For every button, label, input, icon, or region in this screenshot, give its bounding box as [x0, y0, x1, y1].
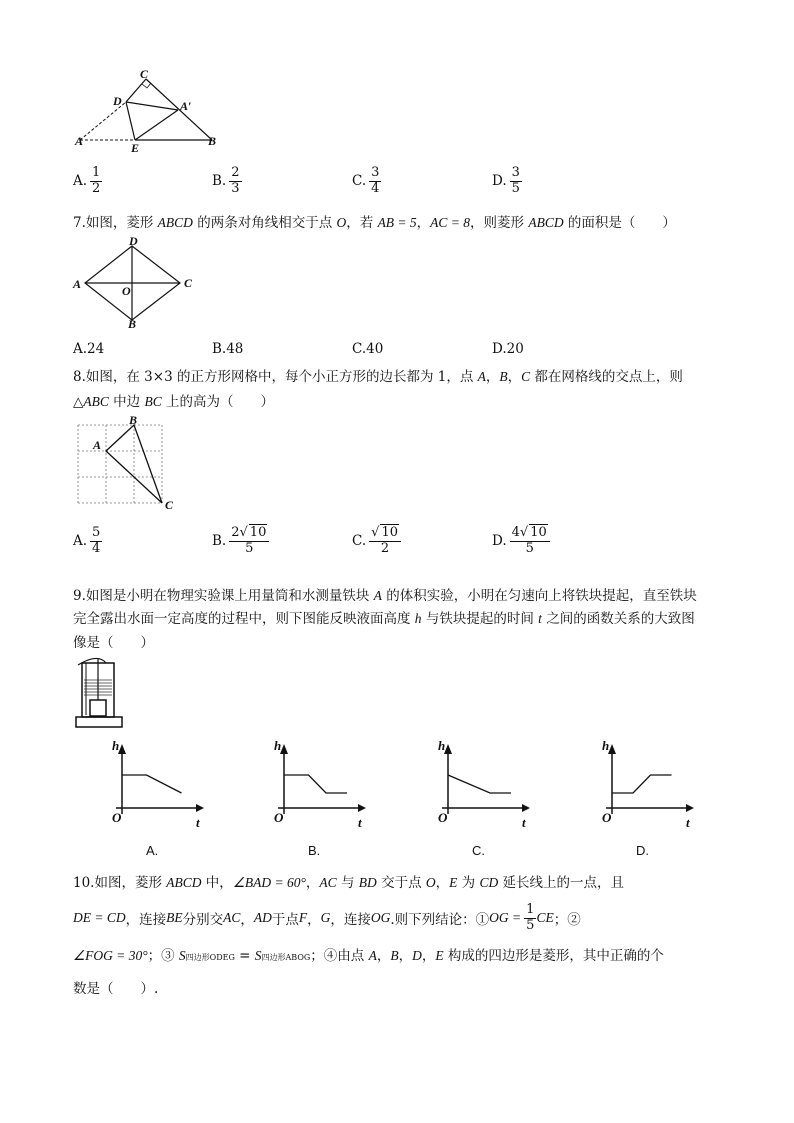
q9-graph-curve: [448, 775, 511, 793]
q6-label-a: A: [75, 134, 84, 148]
q8-option-letter: D.: [492, 533, 507, 550]
q8-option-fraction: $\frac{4√ 10}{5}$: [510, 526, 550, 557]
q7-option-a[interactable]: [73, 341, 104, 357]
q9-graph-label: C.: [472, 843, 485, 858]
q9-axis-t-label: t: [196, 815, 200, 830]
q7-label-d: D: [129, 234, 138, 248]
q6-label-c: C: [140, 67, 149, 81]
q9-graph-curve: [612, 775, 672, 793]
q6-label-b: B: [208, 134, 217, 148]
q7-option-b[interactable]: [212, 341, 243, 357]
q10-question-line2: DE = CD ，连接 BE 分别交 AC ， AD 于点 F ， G ，连接 OG .则下列结论：① OG = $\frac{1}{5}$ CE ；②: [73, 902, 581, 933]
q8-option-fraction: $\frac{2√ 10}{5}$: [229, 526, 269, 557]
q9-x-axis-arrow: [522, 804, 530, 812]
q6-label-a-prime: A′: [180, 99, 192, 113]
q7-option-text: B.48: [212, 341, 244, 357]
q9-x-axis-arrow: [686, 804, 694, 812]
q6-label-e: E: [131, 141, 140, 155]
q6-option-letter: D.: [492, 173, 507, 190]
q9-graph-curve: [122, 775, 182, 793]
q8-label-b: B: [129, 413, 138, 427]
q9-axis-h-label: h: [112, 738, 120, 753]
q8-label-c: C: [165, 498, 174, 512]
q6-option-a[interactable]: [73, 166, 102, 197]
q7-option-text: A.24: [73, 341, 105, 357]
q9-axis-h-label: h: [274, 738, 282, 753]
q9-axis-t-label: t: [522, 815, 526, 830]
q7-option-c[interactable]: [352, 341, 383, 357]
q9-graph-curve: [284, 775, 347, 793]
q7-option-d[interactable]: [492, 341, 524, 357]
q9-x-axis-arrow: [358, 804, 366, 812]
q8-option-letter: C.: [352, 533, 367, 550]
q9-question-line3: 像是（ ）: [73, 635, 154, 651]
q9-axis-origin-label: O: [602, 810, 612, 825]
q8-option-fraction: $\frac{5}{4}$: [92, 525, 101, 556]
q10-question-line3: ∠FOG = 30°；③ S四边形ODEG = S四边形ABOG；④由点 A，B，D，E 构成的四边形是菱形，其中正确的个: [73, 948, 664, 964]
q6-option-letter: A.: [73, 173, 88, 190]
q7-label-o: O: [122, 284, 131, 298]
q6-option-c[interactable]: [352, 166, 381, 197]
q6-label-d: D: [113, 94, 122, 108]
q8-option-d[interactable]: [492, 526, 550, 557]
q9-axis-origin-label: O: [438, 810, 448, 825]
q9-graph-label: A.: [146, 843, 159, 858]
q10-question-line4: 数是（ ）.: [73, 981, 159, 997]
q7-option-text: C.40: [352, 341, 384, 357]
q7-label-c: C: [184, 276, 193, 290]
q9-axis-origin-label: O: [274, 810, 284, 825]
q6-option-d[interactable]: [492, 166, 522, 197]
q7-label-b: B: [128, 317, 137, 331]
q9-axis-h-label: h: [438, 738, 446, 753]
q8-option-letter: B.: [212, 533, 227, 550]
q10-question-line1: 10.如图，菱形 ABCD 中，∠BAD = 60°，AC 与 BD 交于点 O，E 为 CD 延长线上的一点，且: [73, 875, 625, 891]
q9-question-line1: 9.如图是小明在物理实验课上用量筒和水测量铁块 A 的体积实验，小明在匀速向上将铁块提起，直至铁块: [73, 588, 697, 604]
q6-option-fraction: $\frac{2}{3}$: [231, 165, 240, 196]
q9-graph-label: B.: [308, 843, 321, 858]
q8-question-line2: △ABC 中边 BC 上的高为（ ）: [73, 394, 275, 410]
q9-axis-t-label: t: [686, 815, 690, 830]
q7-option-text: D.20: [492, 341, 524, 357]
q6-figure: [70, 62, 230, 157]
q6-option-b[interactable]: [212, 166, 242, 197]
q9-axis-t-label: t: [358, 815, 362, 830]
q8-option-a[interactable]: [73, 526, 102, 557]
q8-option-fraction: $\frac{√ 10}{2}$: [369, 526, 401, 557]
q7-label-a: A: [73, 277, 82, 291]
q6-option-letter: C.: [352, 173, 367, 190]
q9-question-line2: 完全露出水面一定高度的过程中，则下图能反映液面高度 h 与铁块提起的时间 t 之间的函数关系的大致图: [73, 611, 695, 627]
q8-option-c[interactable]: [352, 526, 401, 557]
q9-axis-h-label: h: [602, 738, 610, 753]
q7-question: 7.如图，菱形 ABCD 的两条对角线相交于点 O，若 AB = 5，AC = 8，则菱形 ABCD 的面积是（ ）: [73, 215, 676, 231]
q8-label-a: A: [93, 438, 102, 452]
q8-question-line1: 8.如图，在 3×3 的正方形网格中，每个小正方形的边长都为 1，点 A，B，C 都在网格线的交点上，则: [73, 369, 683, 385]
q9-graph-label: D.: [636, 843, 649, 858]
q8-option-letter: A.: [73, 533, 88, 550]
q9-x-axis-arrow: [196, 804, 204, 812]
q9-axis-origin-label: O: [112, 810, 122, 825]
q10-fraction: $\frac{1}{5}$: [526, 902, 535, 933]
q8-option-b[interactable]: [212, 526, 269, 557]
q6-option-fraction: $\frac{3}{5}$: [511, 165, 520, 196]
q9-cylinder-figure: [72, 655, 128, 730]
q6-option-fraction: $\frac{1}{2}$: [92, 165, 101, 196]
q8-grid-figure: [74, 420, 174, 515]
q6-option-letter: B.: [212, 173, 227, 190]
q6-option-fraction: $\frac{3}{4}$: [371, 165, 380, 196]
